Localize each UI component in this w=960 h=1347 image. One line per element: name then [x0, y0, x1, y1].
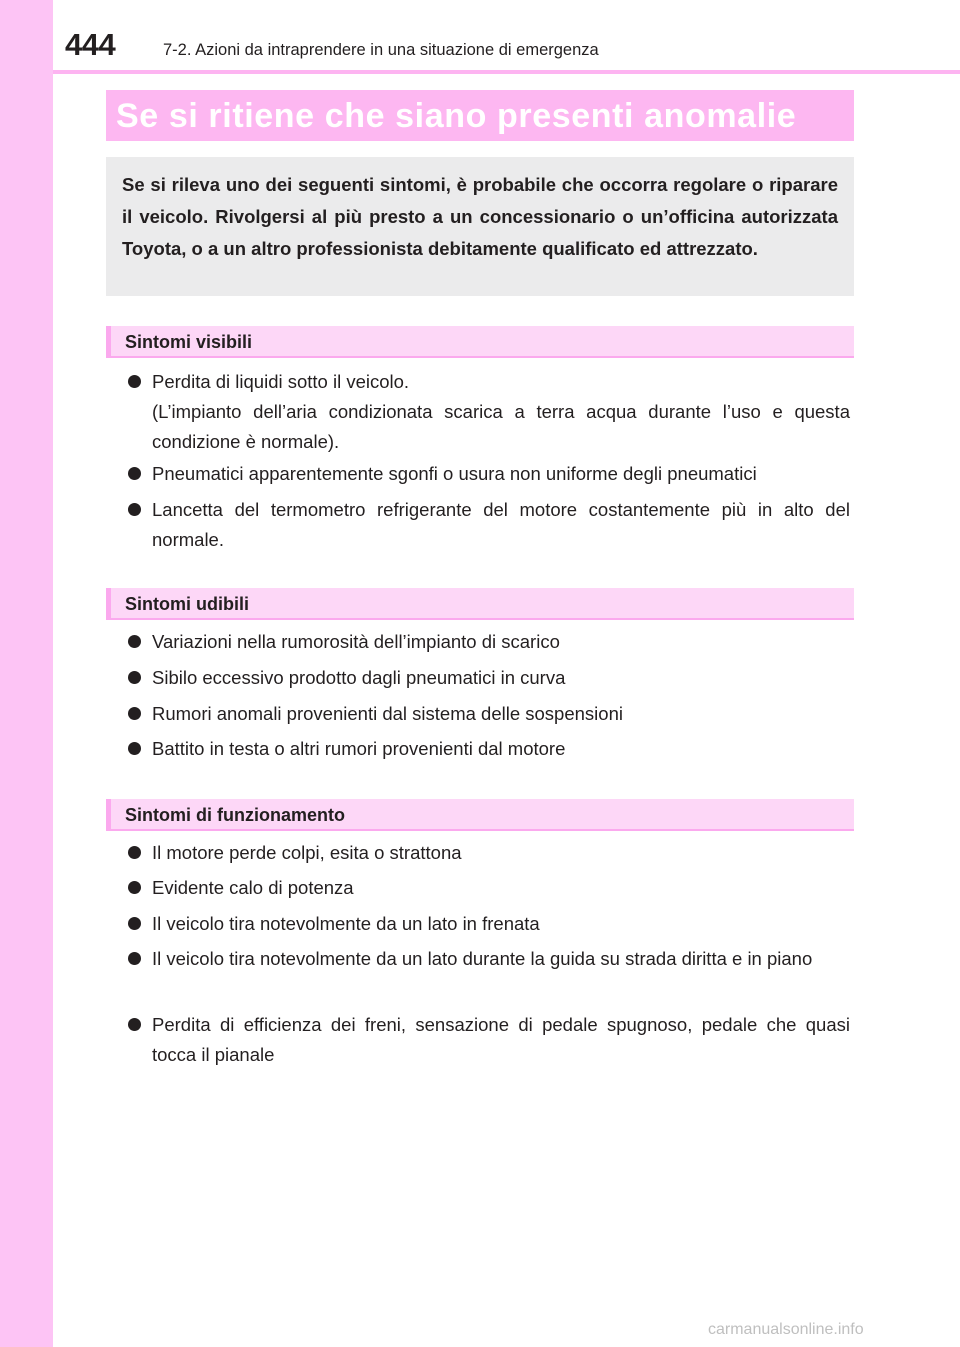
list-item-text: Perdita di liquidi sotto il veicolo.	[152, 371, 410, 392]
list-item-text: Pneumatici apparentemente sgonfi o usura non uniforme degli pneumatici	[152, 463, 757, 484]
bullet-icon	[128, 635, 141, 648]
list-item	[128, 459, 850, 489]
list-item-text: Evidente calo di potenza	[152, 877, 354, 898]
section-heading-label: Sintomi di funzionamento	[125, 805, 345, 825]
title-banner	[106, 90, 854, 141]
list-item-text: Rumori anomali provenienti dal sistema delle sospensioni	[152, 703, 623, 724]
bullet-icon	[128, 952, 141, 965]
page-title: Se si ritiene che siano presenti anomalie	[116, 97, 797, 135]
section-heading-label: Sintomi visibili	[125, 332, 253, 352]
bullet-icon	[128, 1018, 141, 1031]
bullet-icon	[128, 881, 141, 894]
list-item-note: (L’impianto dell’aria condizionata scarica a terra acqua durante l’uso e questa condizione è normale).	[152, 401, 850, 452]
list-item-text: Il motore perde colpi, esita o strattona	[152, 842, 462, 863]
page-number: 444	[65, 27, 116, 62]
side-color-strip	[0, 0, 53, 1347]
running-header: 7-2. Azioni da intraprendere in una situazione di emergenza	[163, 41, 599, 59]
list-item-text: Il veicolo tira notevolmente da un lato in frenata	[152, 913, 540, 934]
list-item-text: Perdita di efficienza dei freni, sensazione di pedale spugnoso, pedale che quasi tocca il pianale	[152, 1014, 850, 1065]
section-heading-visible	[106, 326, 854, 358]
list-item	[128, 495, 850, 555]
intro-text: Se si rileva uno dei seguenti sintomi, è probabile che occorra regolare o riparare il veicolo. Rivolgersi al più presto a un concessionario o un’officina autorizzata Toyota, o a un altro professionista debitamente qualificato ed attrezzato.	[122, 174, 838, 259]
watermark-footer: carmanualsonline.info	[708, 1321, 864, 1338]
bullet-icon	[128, 503, 141, 516]
bullet-icon	[128, 846, 141, 859]
list-item	[128, 627, 850, 657]
list-item	[128, 663, 850, 693]
list-item	[128, 699, 850, 729]
intro-box	[106, 157, 854, 296]
list-item-text: Sibilo eccessivo prodotto dagli pneumatici in curva	[152, 667, 566, 688]
bullet-icon	[128, 707, 141, 720]
header-rule	[53, 70, 960, 74]
list-item	[128, 734, 850, 764]
bullet-icon	[128, 671, 141, 684]
bullet-icon	[128, 467, 141, 480]
bullet-icon	[128, 917, 141, 930]
list-item-text: Il veicolo tira notevolmente da un lato durante la guida su strada diritta e in piano	[152, 948, 813, 969]
bullet-icon	[128, 742, 141, 755]
section-heading-operation	[106, 799, 854, 831]
list-item	[128, 909, 850, 939]
list-item	[128, 838, 850, 868]
list-item-text: Variazioni nella rumorosità dell’impianto di scarico	[152, 631, 560, 652]
list-item-text: Lancetta del termometro refrigerante del motore costantemente più in alto del normale.	[152, 499, 850, 550]
list-item	[128, 367, 850, 457]
section-heading-label: Sintomi udibili	[125, 594, 249, 614]
list-item	[128, 873, 850, 903]
list-item	[128, 944, 850, 974]
list-item-text: Battito in testa o altri rumori provenienti dal motore	[152, 738, 566, 759]
section-heading-audible	[106, 588, 854, 620]
list-item	[128, 1010, 850, 1070]
bullet-icon	[128, 375, 141, 388]
